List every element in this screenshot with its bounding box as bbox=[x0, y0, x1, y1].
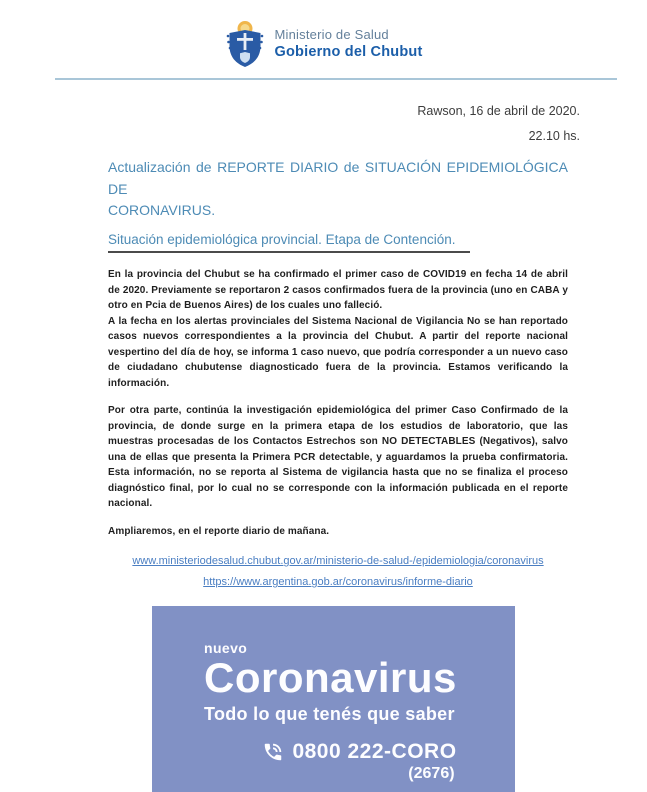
banner-tagline: Todo lo que tenés que saber bbox=[204, 704, 455, 725]
document-title bbox=[108, 157, 568, 222]
paragraph-closing: Ampliaremos, en el reporte diario de mañana. bbox=[108, 525, 330, 537]
document-header bbox=[0, 0, 647, 68]
banner-title: Coronavirus bbox=[204, 654, 457, 702]
body-text bbox=[108, 267, 568, 539]
document-content bbox=[108, 157, 568, 588]
link-chubut-ministry[interactable]: www.ministeriodesalud.chubut.gov.ar/ministerio-de-salud-/epidemiologia/coronavirus bbox=[132, 555, 544, 568]
document-title-line1: Actualización de REPORTE DIARIO de SITUACIÓN EPIDEMIOLÓGICA DE bbox=[108, 159, 568, 197]
links-section bbox=[108, 555, 568, 588]
header-divider bbox=[55, 78, 617, 80]
phone-number-suffix: (2676) bbox=[408, 765, 455, 783]
banner-kicker: nuevo bbox=[204, 640, 248, 657]
document-title-line2: CORONAVIRUS. bbox=[108, 202, 216, 219]
header-text-block bbox=[275, 27, 423, 61]
phone-block bbox=[262, 740, 456, 783]
paragraph-alerts: A la fecha en los alertas provinciales del Sistema Nacional de Vigilancia No se han reportado casos nuevos correspondientes a la provincia del Chubut. A partir del reporte nacional vespertino del día de hoy, se informa 1 caso nuevo, que podría corresponder a un nuevo caso de ciudadano chubutense diagnosticado fuera de la provincia. Estamos verificando la información. bbox=[108, 315, 568, 389]
coronavirus-banner bbox=[152, 606, 515, 792]
paragraph-investigation: Por otra parte, continúa la investigación epidemiológica del primer Caso Confirmado de la provincia, de donde surge en la primera etapa de los estudios de laboratorio, que las muestras procesadas de los Contactos Estrechos son NO DETECTABLES (Negativos), salvo una de ellas que presenta la Primera PCR detectable, y aguardamos la prueba confirmatoria. Esta información, no se reporta al Sistema de vigilancia hasta que no se finaliza el proceso diagnóstico final, por lo cual no se corresponde con la información publicada en el reporte nacional. bbox=[108, 405, 568, 510]
government-name: Gobierno del Chubut bbox=[274, 44, 423, 61]
document-subtitle: Situación epidemiológica provincial. Etapa de Contención. bbox=[108, 232, 470, 253]
report-time: 22.10 hs. bbox=[528, 129, 580, 143]
link-argentina-daily-report[interactable]: https://www.argentina.gob.ar/coronavirus/informe-diario bbox=[203, 576, 473, 589]
dateline bbox=[0, 104, 647, 143]
place-date: Rawson, 16 de abril de 2020. bbox=[417, 104, 580, 118]
chubut-crest-icon bbox=[225, 20, 265, 68]
ministry-name: Ministerio de Salud bbox=[274, 26, 389, 42]
phone-number: 0800 222-CORO bbox=[292, 740, 457, 764]
paragraph-first-case: En la provincia del Chubut se ha confirmado el primer caso de COVID19 en fecha 14 de abril de 2020. Previamente se reportaron 2 casos confirmados fuera de la provincia (uno en CABA y otro en Pcia de Buenos Aires) de los cuales uno falleció. bbox=[108, 269, 568, 312]
